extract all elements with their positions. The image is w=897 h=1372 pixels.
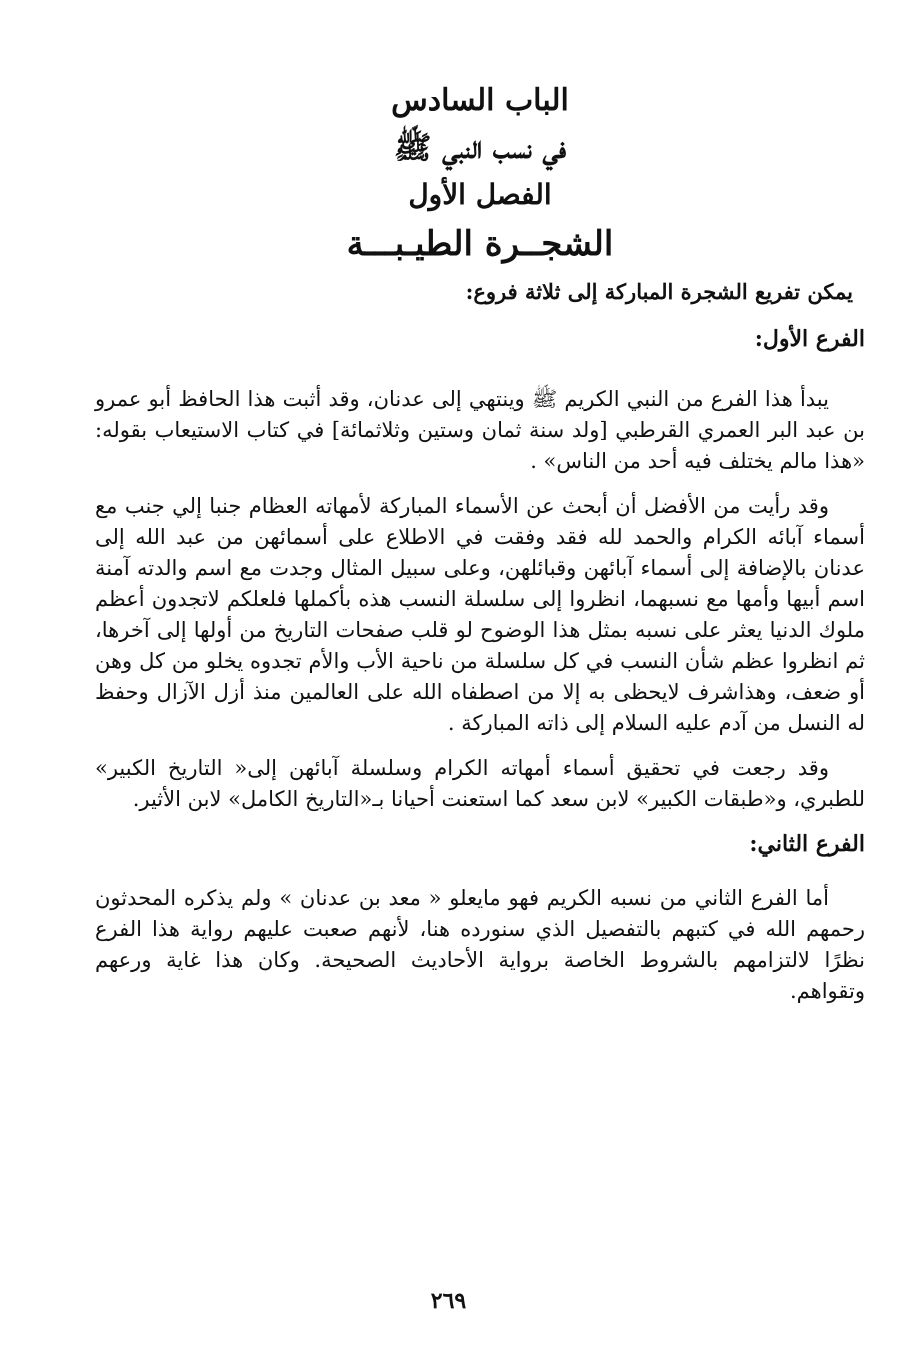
subject-title: في نسب النبي ﷺ [393,130,567,166]
branch-1-paragraph-1: يبدأ هذا الفرع من النبي الكريم ﷺ وينتهي إلى عدنان، وقد أثبت هذا الحافظ أبو عمرو بن عبد البر العمري القرطبي [ولد سنة ثمان وستين وثلاثمائة] في كتاب الاستيعاب بقوله: «هذا مالم يختلف فيه أحد من الناس» . [95,387,865,473]
section-subtitle: الشجــرة الطيـبـــة [346,224,614,264]
section-title: الفصل الأول [408,178,552,211]
branch-2-heading: الفرع الثاني: [749,831,865,857]
title-block [95,78,865,270]
branch-2-paragraph-1: أما الفرع الثاني من نسبه الكريم فهو مايعلو « معد بن عدنان » ولم يذكره المحدثون رحمهم الله في كتبهم بالتفصيل الذي سنورده هنا، لأنهم صعبت عليهم رواية هذا الفرع نظرًا لالتزامهم بالشروط الخاصة برواية الأحاديث الصحيحة. وكان هذا غاية ورعهم وتقواهم. [95,886,865,1003]
branch-1-paragraph-3: وقد رجعت في تحقيق أسماء أمهاته الكرام وسلسلة آبائهن إلى« التاريخ الكبير» للطبري، و«طبقات الكبير» لابن سعد كما استعنت أحيانا بـ«التاريخ الكامل» لابن الأثير. [95,756,865,811]
page-number: ٢٦٩ [430,1288,467,1314]
intro-line: يمكن تفريع الشجرة المباركة إلى ثلاثة فروع: [465,279,853,304]
document-page [95,78,865,1007]
branch-1-paragraph-2: وقد رأيت من الأفضل أن أبحث عن الأسماء المباركة لأمهاته العظام جنبا إلي جنب مع أسماء آبائه الكرام والحمد لله فقد وفقت في الاطلاع على أسمائهن من عبد الله إلى عدنان بالإضافة إلى أسماء آبائهن وقبائلهن، وعلى سبيل المثال وجدت مع اسم والدته آمنة اسم أبيها وأمها مع نسبهما، انظروا إلى سلسلة النسب هذه بأكملها فلعلكم لاتجدون أعظم ملوك الدنيا يعثر على نسبه بمثل هذا الوضوح لو قلب صفحات التاريخ من أولها إلى آخرها، ثم انظروا عظم شأن النسب في كل سلسلة من ناحية الأب والأم تجدوه يخلو من كل وهن أو ضعف، وهذاشرف لايحظى به إلا من اصطفاه الله على العالمين منذ أزل الآزال وحفظ له النسل من آدم عليه السلام إلى ذاته المباركة . [95,494,865,735]
branch-1-heading: الفرع الأول: [754,326,865,352]
chapter-title: الباب السادس [391,83,569,118]
